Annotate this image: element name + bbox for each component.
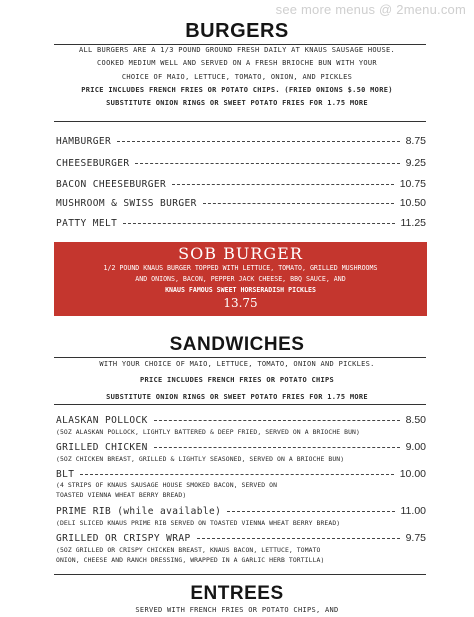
item-description: ONION, CHEESE AND RANCH DRESSING, WRAPPED IN A GARLIC HERB TORTILLA) <box>56 556 325 564</box>
entrees-heading: ENTREES <box>190 583 284 604</box>
item-description: (4 STRIPS OF KNAUS SAUSAGE HOUSE SMOKED BACON, SERVED ON <box>56 481 278 489</box>
item-price: 8.75 <box>405 135 426 147</box>
item-description: (5OZ CHICKEN BREAST, GRILLED & LIGHTLY SEASONED, SERVED ON A BRIOCHE BUN) <box>56 455 345 463</box>
item-name: PATTY MELT <box>56 218 118 229</box>
item-price: 9.25 <box>405 157 426 169</box>
sandwiches-intro-line: WITH YOUR CHOICE OF MAIO, LETTUCE, TOMATO, ONION AND PICKLES. <box>99 360 375 368</box>
item-price: 10.75 <box>399 178 426 190</box>
entrees-intro-line: SERVED WITH FRENCH FRIES OR POTATO CHIPS, AND <box>135 606 339 614</box>
menu-item-grilled-chicken <box>56 441 426 453</box>
item-price: 10.50 <box>399 197 426 209</box>
sandwiches-price-note: PRICE INCLUDES FRENCH FRIES OR POTATO CHIPS <box>139 376 335 384</box>
menu-item-bacon-cheeseburger <box>56 178 426 190</box>
item-price: 11.00 <box>400 505 426 517</box>
item-price: 9.75 <box>405 532 426 544</box>
menu-item-cheeseburger <box>56 157 426 169</box>
dotted-leader <box>154 447 400 448</box>
item-description: TOASTED VIENNA WHEAT BERRY BREAD) <box>56 491 187 499</box>
menu-item-hamburger <box>56 135 426 147</box>
dotted-leader <box>203 203 394 204</box>
menu-item-prime-rib <box>56 505 426 517</box>
sob-burger-price: 13.75 <box>223 296 258 310</box>
menu-item-grilled-or-crispy-wrap <box>56 532 426 544</box>
burgers-intro <box>40 44 434 110</box>
dotted-leader <box>227 511 394 512</box>
burgers-bottom-rule <box>54 121 426 122</box>
sob-burger-desc: 1/2 POUND KNAUS BURGER TOPPED WITH LETTUCE, TOMATO, GRILLED MUSHROOMS <box>103 264 378 272</box>
item-description: (5OZ GRILLED OR CRISPY CHICKEN BREAST, KNAUS BACON, LETTUCE, TOMATO <box>56 546 321 554</box>
sob-burger-title: SOB BURGER <box>178 244 303 263</box>
item-price: 11.25 <box>400 217 426 229</box>
entrees-intro <box>40 604 434 617</box>
burgers-intro-line: ALL BURGERS ARE A 1/3 POUND GROUND FRESH DAILY AT KNAUS SAUSAGE HOUSE. <box>78 46 395 54</box>
menu-item-mushroom-swiss-burger <box>56 197 426 209</box>
item-name: GRILLED CHICKEN <box>56 442 148 453</box>
item-name: GRILLED OR CRISPY WRAP <box>56 533 191 544</box>
dotted-leader <box>197 538 400 539</box>
item-name: HAMBURGER <box>56 136 112 147</box>
sob-burger-desc: AND ONIONS, BACON, PEPPER JACK CHEESE, BBQ SAUCE, AND <box>135 275 346 283</box>
item-name: MUSHROOM & SWISS BURGER <box>56 198 197 209</box>
dotted-leader <box>154 420 400 421</box>
burgers-intro-line: CHOICE OF MAIO, LETTUCE, TOMATO, ONION, AND PICKLES <box>121 72 353 81</box>
dotted-leader <box>172 184 394 185</box>
watermark: see more menus @ 2menu.com <box>275 2 466 17</box>
item-name: BLT <box>56 469 75 480</box>
sandwiches-heading: SANDWICHES <box>169 334 305 355</box>
dotted-leader <box>135 163 399 164</box>
item-description: (5OZ ALASKAN POLLOCK, LIGHTLY BATTERED & DEEP FRIED, SERVED ON A BRIOCHE BUN) <box>56 428 360 436</box>
burgers-intro-line: COOKED MEDIUM WELL AND SERVED ON A FRESH BRIOCHE BUN WITH YOUR <box>97 59 377 68</box>
sob-burger-box <box>54 242 427 316</box>
dotted-leader <box>123 223 394 224</box>
sob-burger-desc: KNAUS FAMOUS SWEET HORSERADISH PICKLES <box>165 286 316 294</box>
dotted-leader <box>80 474 393 475</box>
burgers-substitute-note: SUBSTITUTE ONION RINGS OR SWEET POTATO FRIES FOR 1.75 MORE <box>106 99 368 108</box>
item-description: (DELI SLICED KNAUS PRIME RIB SERVED ON TOASTED VIENNA WHEAT BERRY BREAD) <box>56 519 341 527</box>
sandwiches-end-rule <box>54 574 426 575</box>
menu-item-blt <box>56 468 426 480</box>
item-price: 10.00 <box>399 468 426 480</box>
sandwiches-bottom-rule <box>54 404 426 405</box>
sandwiches-intro <box>40 358 434 404</box>
menu-item-patty-melt <box>56 217 426 229</box>
item-price: 8.50 <box>405 414 426 426</box>
dotted-leader <box>117 141 399 142</box>
menu-item-alaskan-pollock <box>56 414 426 426</box>
burgers-price-note: PRICE INCLUDES FRENCH FRIES OR POTATO CHIPS. (FRIED ONIONS $.50 MORE) <box>81 85 393 94</box>
item-name: ALASKAN POLLOCK <box>56 415 148 426</box>
sandwiches-substitute-note: SUBSTITUTE ONION RINGS OR SWEET POTATO FRIES FOR 1.75 MORE <box>106 393 368 401</box>
item-name: CHEESEBURGER <box>56 158 130 169</box>
burgers-heading: BURGERS <box>185 20 289 42</box>
item-name: PRIME RIB (while available) <box>56 506 222 517</box>
item-name: BACON CHEESEBURGER <box>56 179 167 190</box>
item-price: 9.00 <box>405 441 426 453</box>
